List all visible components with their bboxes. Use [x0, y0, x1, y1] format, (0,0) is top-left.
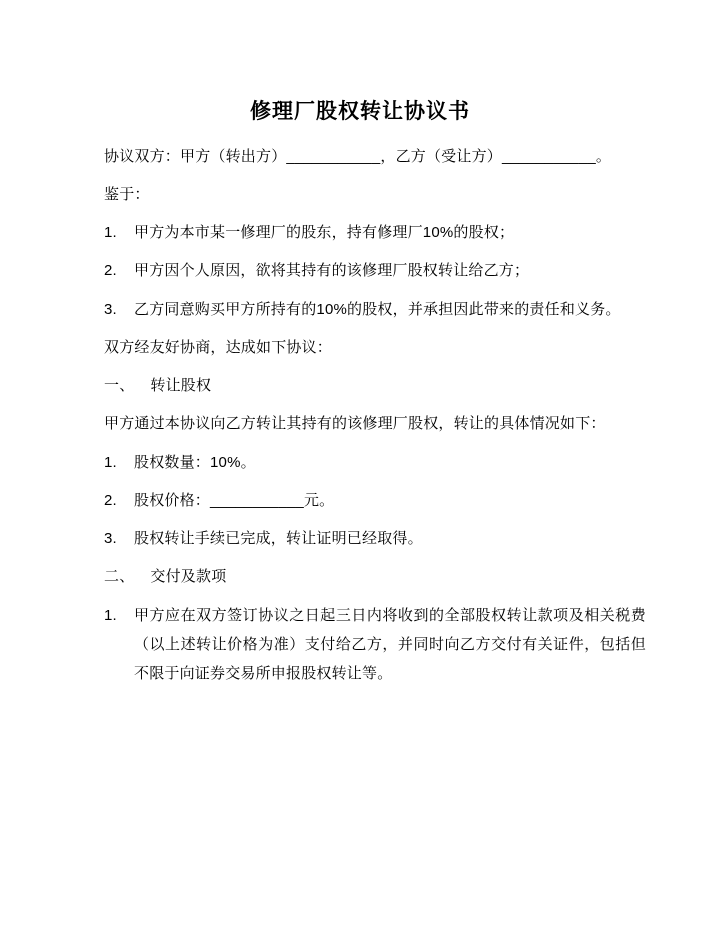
- section-title: 交付及款项: [150, 568, 227, 586]
- list-item: [74, 295, 646, 324]
- list-item-text: 股权价格：___________元。: [134, 491, 335, 509]
- list-item-marker: 2.: [104, 262, 117, 280]
- section-heading-1: [74, 371, 646, 400]
- list-item: [74, 256, 646, 285]
- list-item-text: 股权数量：10%。: [134, 453, 256, 471]
- list-item-text: 甲方应在双方签订协议之日起三日内将收到的全部股权转让款项及相关税费（以上述转让价格为准）支付给乙方，并同时向乙方交付有关证件，包括但不限于向证券交易所申报股权转让等。: [134, 606, 646, 682]
- section-1-intro: 甲方通过本协议向乙方转让其持有的该修理厂股权，转让的具体情况如下：: [104, 415, 606, 433]
- list-item-text: 甲方为本市某一修理厂的股东，持有修理厂10%的股权；: [134, 224, 515, 241]
- list-item-marker: 2.: [104, 491, 117, 509]
- list-item: [74, 218, 646, 247]
- agreement-intro: 双方经友好协商，达成如下协议：: [104, 338, 333, 356]
- list-item: [74, 448, 646, 477]
- section-heading-2: [74, 562, 646, 591]
- list-item-marker: 3.: [104, 530, 117, 547]
- section-number: 一、: [104, 377, 135, 394]
- list-item-text: 股权转让手续已完成，转让证明已经取得。: [134, 530, 423, 547]
- list-item-marker: 1.: [104, 453, 117, 471]
- list-item: [74, 486, 646, 515]
- page-title: 修理厂股权转让协议书: [250, 100, 470, 123]
- whereas-label: 鉴于：: [104, 185, 150, 203]
- list-item-marker: 1.: [104, 606, 117, 624]
- section-title: 转让股权: [150, 377, 212, 394]
- list-item: [74, 524, 646, 553]
- list-item: [74, 601, 646, 689]
- list-item-text: 乙方同意购买甲方所持有的10%的股权，并承担因此带来的责任和义务。: [134, 300, 621, 318]
- parties-paragraph: 协议双方：甲方（转出方）___________，乙方（受让方）___________。: [104, 147, 612, 165]
- list-item-marker: 3.: [104, 300, 117, 318]
- section-number: 二、: [104, 568, 135, 586]
- list-item-text: 甲方因个人原因，欲将其持有的该修理厂股权转让给乙方；: [134, 262, 530, 280]
- list-item-marker: 1.: [104, 224, 117, 241]
